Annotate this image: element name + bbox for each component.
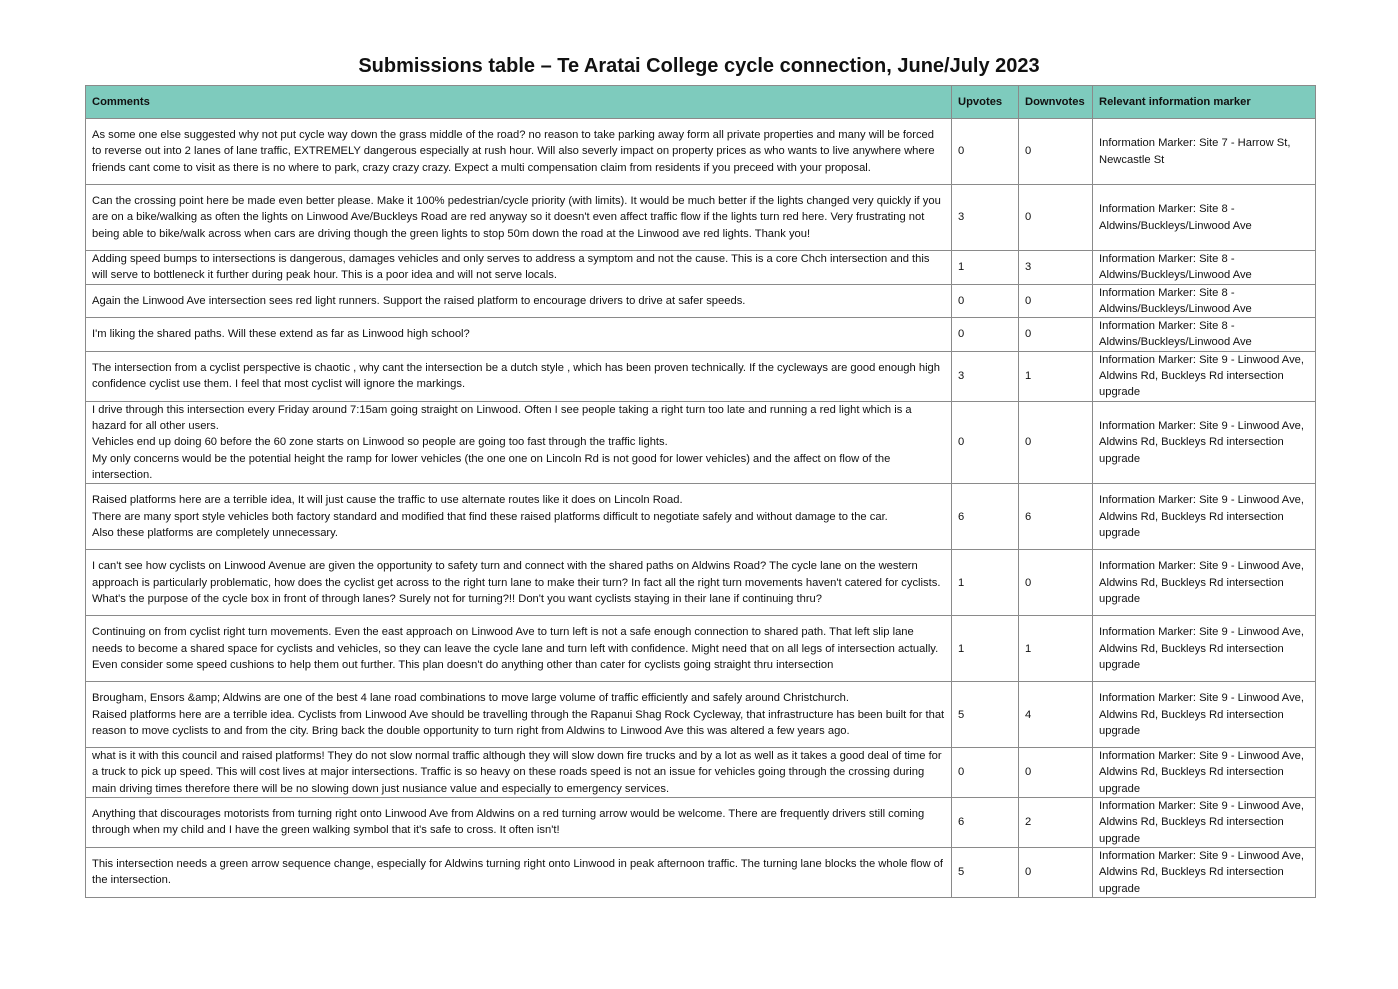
comment-cell: I can't see how cyclists on Linwood Avenue are given the opportunity to safety turn and connect with the shared paths on Aldwins Road? The cycle lane on the western approach is particularly problematic, how does the cyclist get across to the right turn lane to make their turn? In fact all the right turn movements haven't catered for cyclists. What's the purpose of the cycle box in front of through lanes? Surely not for turning?!! Don't you want cyclists staying in their lane if continuing thru? (86, 550, 952, 616)
table-row (86, 682, 1316, 748)
table-row (86, 284, 1316, 318)
table-row (86, 484, 1316, 550)
marker-cell: Information Marker: Site 9 - Linwood Ave, Aldwins Rd, Buckleys Rd intersection upgrade (1093, 798, 1316, 848)
downvotes-cell: 0 (1019, 119, 1093, 185)
header-downvotes: Downvotes (1019, 86, 1093, 119)
upvotes-cell: 0 (952, 401, 1019, 483)
marker-cell: Information Marker: Site 9 - Linwood Ave, Aldwins Rd, Buckleys Rd intersection upgrade (1093, 748, 1316, 798)
upvotes-cell: 5 (952, 847, 1019, 897)
upvotes-cell: 0 (952, 284, 1019, 318)
downvotes-cell: 0 (1019, 284, 1093, 318)
marker-cell: Information Marker: Site 9 - Linwood Ave, Aldwins Rd, Buckleys Rd intersection upgrade (1093, 682, 1316, 748)
downvotes-cell: 0 (1019, 550, 1093, 616)
marker-cell: Information Marker: Site 9 - Linwood Ave, Aldwins Rd, Buckleys Rd intersection upgrade (1093, 351, 1316, 401)
upvotes-cell: 6 (952, 798, 1019, 848)
downvotes-cell: 1 (1019, 616, 1093, 682)
table-row (86, 798, 1316, 848)
marker-cell: Information Marker: Site 8 - Aldwins/Buckleys/Linwood Ave (1093, 284, 1316, 318)
table-row (86, 550, 1316, 616)
submissions-table (85, 85, 1316, 898)
downvotes-cell: 4 (1019, 682, 1093, 748)
downvotes-cell: 2 (1019, 798, 1093, 848)
comment-cell: Brougham, Ensors &amp; Aldwins are one of the best 4 lane road combinations to move large volume of traffic efficiently and safely around Christchurch. Raised platforms here are a terrible idea. Cyclists from Linwood Ave should be travelling through the Rapanui Shag Rock Cycleway, that infrastructure has been built for that reason to move cyclists to and from the city. Bring back the double opportunity to turn right from Aldwins to Linwood Ave this was altered a few years ago. (86, 682, 952, 748)
upvotes-cell: 6 (952, 484, 1019, 550)
downvotes-cell: 0 (1019, 318, 1093, 352)
marker-cell: Information Marker: Site 7 - Harrow St, Newcastle St (1093, 119, 1316, 185)
downvotes-cell: 0 (1019, 748, 1093, 798)
table-row (86, 616, 1316, 682)
downvotes-cell: 0 (1019, 847, 1093, 897)
upvotes-cell: 1 (952, 616, 1019, 682)
downvotes-cell: 6 (1019, 484, 1093, 550)
upvotes-cell: 0 (952, 318, 1019, 352)
comment-cell: Raised platforms here are a terrible idea, It will just cause the traffic to use alternate routes like it does on Lincoln Road. There are many sport style vehicles both factory standard and modified that find these raised platforms difficult to negotiate safely and without damage to the car. Also these platforms are completely unnecessary. (86, 484, 952, 550)
marker-cell: Information Marker: Site 9 - Linwood Ave, Aldwins Rd, Buckleys Rd intersection upgrade (1093, 401, 1316, 483)
marker-cell: Information Marker: Site 9 - Linwood Ave, Aldwins Rd, Buckleys Rd intersection upgrade (1093, 550, 1316, 616)
upvotes-cell: 3 (952, 351, 1019, 401)
upvotes-cell: 1 (952, 550, 1019, 616)
table-row (86, 251, 1316, 285)
table-header (86, 86, 1316, 119)
table-row (86, 318, 1316, 352)
header-marker: Relevant information marker (1093, 86, 1316, 119)
table-row (86, 748, 1316, 798)
table-body (86, 119, 1316, 898)
marker-cell: Information Marker: Site 8 - Aldwins/Buckleys/Linwood Ave (1093, 185, 1316, 251)
comment-cell: I'm liking the shared paths. Will these extend as far as Linwood high school? (86, 318, 952, 352)
comment-cell: Can the crossing point here be made even better please. Make it 100% pedestrian/cycle priority (with limits). It would be much better if the lights changed very quickly if you are on a bike/walking as often the lights on Linwood Ave/Buckleys Road are red anyway so it doesn't even affect traffic flow if the lights turn red here. Very frustrating not being able to bike/walk across when cars are driving though the green lights to stop 50m down the road at the Linwood ave red lights. Thank you! (86, 185, 952, 251)
page-title: Submissions table – Te Aratai College cycle connection, June/July 2023 (358, 55, 1040, 78)
downvotes-cell: 0 (1019, 401, 1093, 483)
table-row (86, 351, 1316, 401)
marker-cell: Information Marker: Site 8 - Aldwins/Buckleys/Linwood Ave (1093, 251, 1316, 285)
downvotes-cell: 1 (1019, 351, 1093, 401)
marker-cell: Information Marker: Site 9 - Linwood Ave, Aldwins Rd, Buckleys Rd intersection upgrade (1093, 847, 1316, 897)
comment-cell: Anything that discourages motorists from turning right onto Linwood Ave from Aldwins on a red turning arrow would be welcome. There are frequently drivers still coming through when my child and I have the green walking symbol that it's safe to cross. It often isn't! (86, 798, 952, 848)
downvotes-cell: 3 (1019, 251, 1093, 285)
header-upvotes: Upvotes (952, 86, 1019, 119)
downvotes-cell: 0 (1019, 185, 1093, 251)
table-row (86, 401, 1316, 483)
marker-cell: Information Marker: Site 8 - Aldwins/Buckleys/Linwood Ave (1093, 318, 1316, 352)
comment-cell: I drive through this intersection every Friday around 7:15am going straight on Linwood. Often I see people taking a right turn too late and running a red light which is a hazard for all other users. Vehicles end up doing 60 before the 60 zone starts on Linwood so people are going too fast through the traffic lights. My only concerns would be the potential height the ramp for lower vehicles (the one one on Lincoln Rd is not good for lower vehicles) and the affect on flow of the intersection. (86, 401, 952, 483)
comment-cell: Adding speed bumps to intersections is dangerous, damages vehicles and only serves to address a symptom and not the cause. This is a core Chch intersection and this will serve to bottleneck it further during peak hour. This is a poor idea and will not serve locals. (86, 251, 952, 285)
comment-cell: Continuing on from cyclist right turn movements. Even the east approach on Linwood Ave to turn left is not a safe enough connection to shared path. That left slip lane needs to become a shared space for cyclists and vehicles, so they can leave the cycle lane and turn left with confidence. Might need that on all legs of intersection actually. Even consider some speed cushions to help them out further. This plan doesn't do anything other than cater for cyclists going straight thru intersection (86, 616, 952, 682)
header-comments: Comments (86, 86, 952, 119)
upvotes-cell: 5 (952, 682, 1019, 748)
marker-cell: Information Marker: Site 9 - Linwood Ave, Aldwins Rd, Buckleys Rd intersection upgrade (1093, 616, 1316, 682)
comment-cell: The intersection from a cyclist perspective is chaotic , why cant the intersection be a dutch style , which has been proven technically. If the cycleways are good enough high confidence cyclist use them. I feel that most cyclist will ignore the markings. (86, 351, 952, 401)
upvotes-cell: 3 (952, 185, 1019, 251)
comment-cell: This intersection needs a green arrow sequence change, especially for Aldwins turning right onto Linwood in peak afternoon traffic. The turning lane blocks the whole flow of the intersection. (86, 847, 952, 897)
table-row (86, 119, 1316, 185)
comment-cell: As some one else suggested why not put cycle way down the grass middle of the road? no reason to take parking away form all private properties and many will be forced to reverse out into 2 lanes of lane traffic, EXTREMELY dangerous especially at rush hour. Will also severly impact on property prices as who wants to live anywhere where friends cant come to visit as there is no where to park, crazy crazy crazy. Expect a multi compensation claim from residents if you preceed with your proposal. (86, 119, 952, 185)
upvotes-cell: 1 (952, 251, 1019, 285)
upvotes-cell: 0 (952, 748, 1019, 798)
table-row (86, 185, 1316, 251)
marker-cell: Information Marker: Site 9 - Linwood Ave, Aldwins Rd, Buckleys Rd intersection upgrade (1093, 484, 1316, 550)
header-row (86, 86, 1316, 119)
comment-cell: what is it with this council and raised platforms! They do not slow normal traffic although they will slow down fire trucks and by a lot as well as it takes a good deal of time for a truck to pick up speed. This will cost lives at major intersections. Traffic is so heavy on these roads speed is not an issue for vehicles going through the crossing during main driving times therefore there will be no slowing down just nusiance value and especially to emergency services. (86, 748, 952, 798)
table-row (86, 847, 1316, 897)
upvotes-cell: 0 (952, 119, 1019, 185)
comment-cell: Again the Linwood Ave intersection sees red light runners. Support the raised platform to encourage drivers to drive at safer speeds. (86, 284, 952, 318)
